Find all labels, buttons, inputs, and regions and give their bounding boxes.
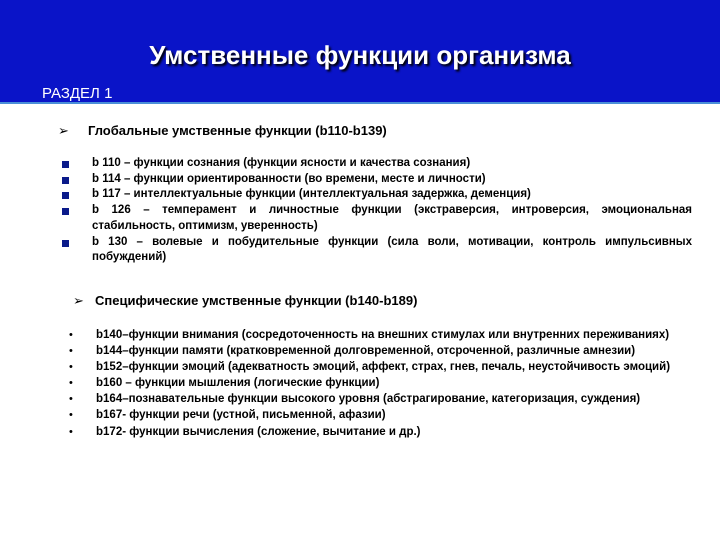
list-item-text: b144–функции памяти (кратковременной долговременной, отсроченной, различные амнезии) — [96, 345, 636, 358]
dot-bullet-icon: • — [69, 425, 73, 438]
list-item — [69, 424, 698, 440]
list-item — [69, 327, 698, 343]
dot-bullet-icon: • — [69, 345, 73, 358]
specific-functions-list — [69, 327, 698, 440]
dot-bullet-icon: • — [69, 361, 73, 374]
dot-bullet-icon: • — [69, 393, 73, 406]
arrow-bullet-icon: ➢ — [58, 123, 69, 138]
global-functions-heading: Глобальные умственные функции (b110-b139) — [88, 123, 387, 138]
list-item-text: b167- функции речи (устной, письменной, афазии) — [96, 409, 386, 422]
list-item — [69, 343, 698, 359]
list-item — [92, 187, 692, 203]
section-label: РАЗДЕЛ 1 — [42, 85, 113, 102]
list-item-text: b 117 – интеллектуальные функции (интеллектуальная задержка, деменция) — [92, 188, 531, 201]
square-bullet-icon — [62, 177, 69, 184]
list-item — [92, 156, 692, 172]
list-item-text: b 126 – темперамент и личностные функции (экстраверсия, интроверсия, эмоциональная стабильность, оптимизм, уверенность) — [92, 204, 692, 232]
slide-title: Умственные функции организма — [149, 40, 571, 70]
list-item-text: b164–познавательные функции высокого уровня (абстрагирование, категоризация, суждения) — [96, 393, 641, 406]
list-item — [92, 172, 692, 188]
dot-bullet-icon: • — [69, 409, 73, 422]
list-item-text: b 130 – волевые и побудительные функции (сила воли, мотивации, контроль импульсивных побуждений) — [92, 235, 692, 264]
list-item-text: b152–функции эмоций (адекватность эмоций, аффект, страх, гнев, печаль, неустойчивость эмоций) — [96, 361, 671, 374]
list-item-text: b140–функции внимания (сосредоточенность на внешних стимулах или внутренних переживаниях) — [96, 329, 670, 341]
square-bullet-icon — [62, 240, 69, 247]
list-item — [69, 375, 698, 391]
list-item-text: b160 – функции мышления (логические функции) — [96, 377, 380, 390]
square-bullet-icon — [62, 208, 69, 215]
list-item — [92, 203, 692, 234]
specific-functions-heading: Специфические умственные функции (b140-b189) — [95, 293, 418, 308]
list-item-text: b 110 – функции сознания (функции ясности и качества сознания) — [92, 157, 471, 169]
list-item-text: b172- функции вычисления (сложение, вычитание и др.) — [96, 425, 421, 438]
dot-bullet-icon: • — [69, 329, 73, 341]
list-item-text: b 114 – функции ориентированности (во времени, месте и личности) — [92, 172, 486, 185]
square-bullet-icon — [62, 192, 69, 199]
title-banner — [0, 0, 720, 104]
list-item — [69, 359, 698, 375]
dot-bullet-icon: • — [69, 377, 73, 390]
list-item — [69, 407, 698, 423]
list-item — [69, 391, 698, 407]
arrow-bullet-icon: ➢ — [73, 293, 84, 308]
list-item — [92, 235, 692, 266]
global-functions-list — [92, 156, 692, 266]
square-bullet-icon — [62, 161, 69, 168]
